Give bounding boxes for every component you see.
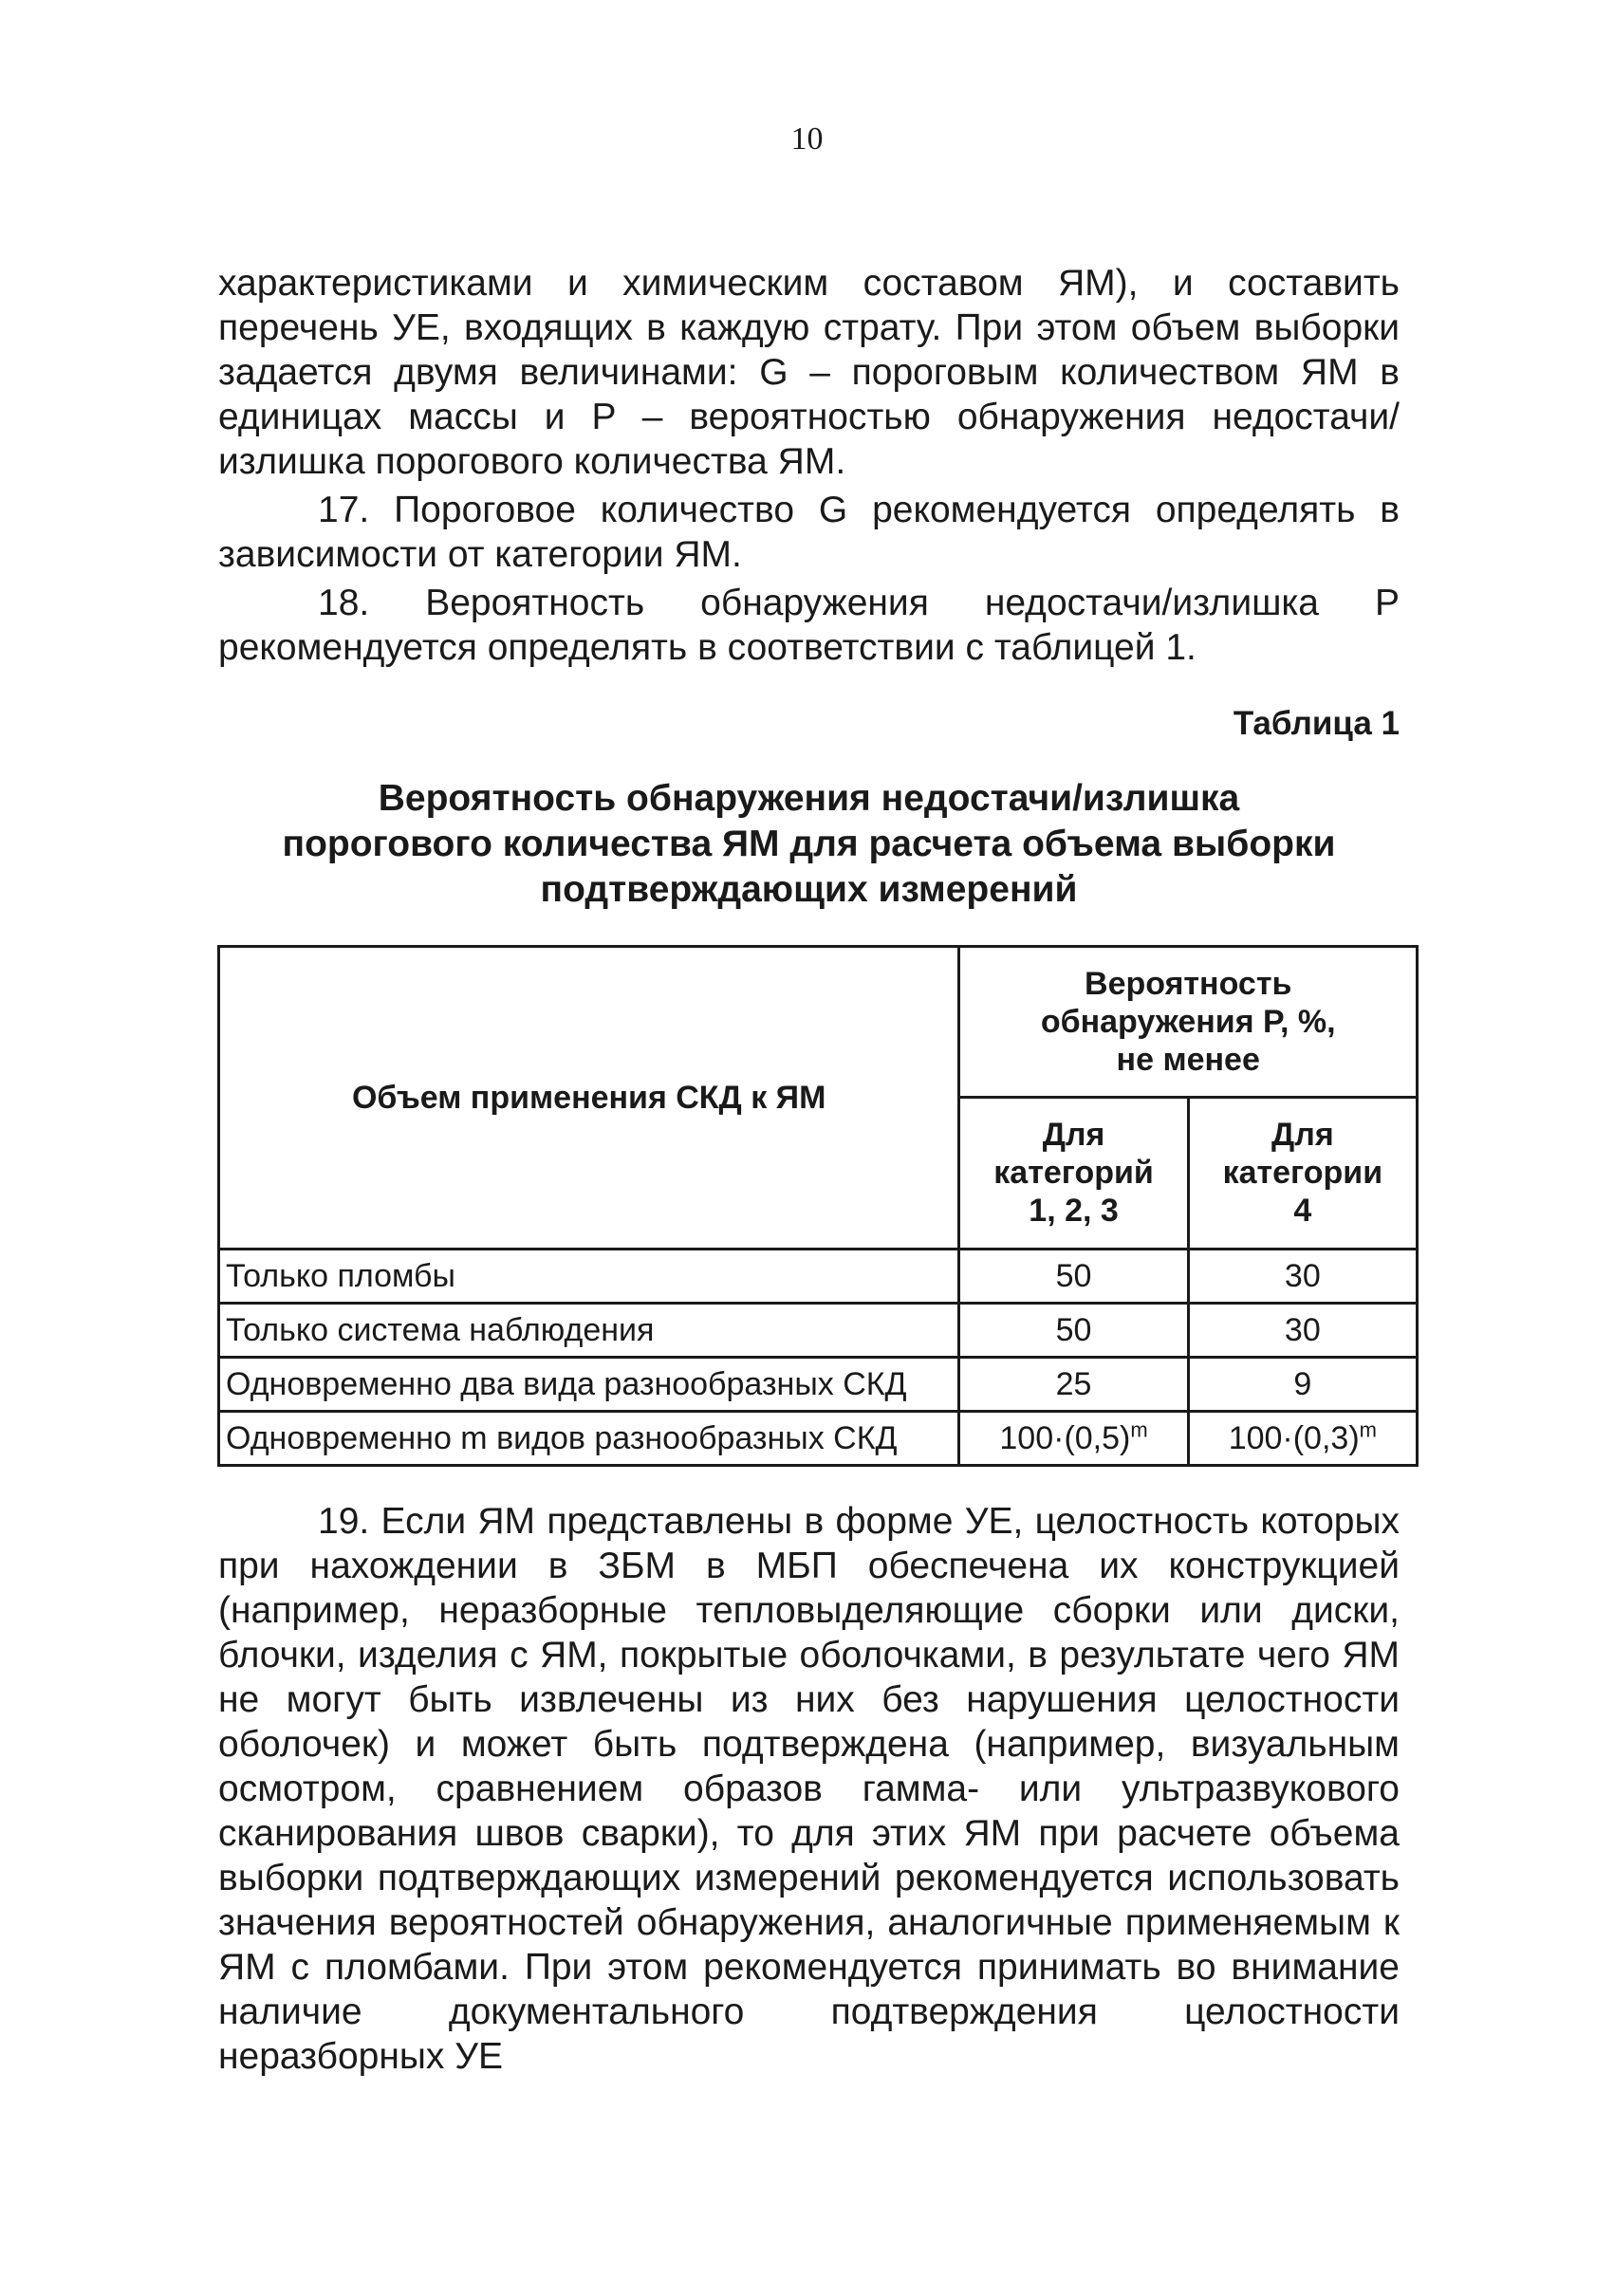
formula-base: 100·(0,3) xyxy=(1228,1419,1360,1456)
header-probability xyxy=(959,947,1418,1098)
formula-exponent: m xyxy=(1130,1417,1148,1442)
paragraph-continuation: характеристиками и химическим составом ЯМ), и составить перечень УЕ, входящих в каждую страту. При этом объем выборки задается двумя величинами: G – пороговым количеством ЯМ в единицах массы и P – вероятностью обнаружения недостачи/излишка порогового количества ЯМ. xyxy=(218,263,1400,482)
formula-exponent: m xyxy=(1359,1417,1377,1442)
header-cat4-line-3: 4 xyxy=(1293,1193,1312,1230)
row-name: Одновременно два вида разнообразных СКД xyxy=(219,1358,959,1412)
row-value-cat4 xyxy=(1188,1412,1417,1466)
closing-text xyxy=(218,1499,1400,2079)
table-caption-line-2: порогового количества ЯМ для расчета объема выборки xyxy=(282,824,1336,864)
page-number: 10 xyxy=(790,121,824,157)
table-row xyxy=(219,1304,1418,1358)
header-category-4 xyxy=(1188,1097,1417,1249)
row-name: Только система наблюдения xyxy=(219,1304,959,1358)
row-value-cat123: 50 xyxy=(959,1250,1188,1304)
header-probability-line-1: Вероятность xyxy=(1085,965,1292,1002)
header-cat4-line-1: Для xyxy=(1271,1117,1334,1154)
table-caption-line-1: Вероятность обнаружения недостачи/излишка xyxy=(378,778,1240,819)
header-scope: Объем применения СКД к ЯМ xyxy=(219,947,959,1250)
row-value-cat4: 30 xyxy=(1188,1250,1417,1304)
table-row xyxy=(219,1412,1418,1466)
paragraph-item-18: 18. Вероятность обнаружения недостачи/излишка P рекомендуется определять в соответствии с таблицей 1. xyxy=(218,583,1400,668)
paragraph-item-17: 17. Пороговое количество G рекомендуется определять в зависимости от категории ЯМ. xyxy=(218,490,1400,575)
header-cat4-line-2: категории xyxy=(1222,1155,1383,1192)
row-value-cat123 xyxy=(959,1412,1188,1466)
header-categories-1-2-3 xyxy=(959,1097,1188,1249)
row-name: Одновременно m видов разнообразных СКД xyxy=(219,1412,959,1466)
row-value-cat4: 9 xyxy=(1188,1358,1417,1412)
table-row xyxy=(219,1250,1418,1304)
paragraph-item-19: 19. Если ЯМ представлены в форме УЕ, целостность которых при нахождении в ЗБМ в МБП обеспечена их конструкцией (например, неразборные тепловыделяющие сборки или диски, блочки, изделия с ЯМ, покрытые оболочками, в результате чего ЯМ не могут быть извлечены из них без нарушения целостности оболочек) и может быть подтверждена (например, визуальным осмотром, сравнением образов гамма- или ультразвукового сканирования швов сварки), то для этих ЯМ при расчете объема выборки подтверждающих измерений рекомендуется использовать значения вероятностей обнаружения, аналогичные применяемым к ЯМ с пломбами. При этом рекомендуется принимать во внимание наличие документального подтверждения целостности неразборных УЕ xyxy=(218,1501,1400,2077)
header-probability-line-2: обнаружения Р, %, xyxy=(1040,1003,1336,1040)
header-cat123-line-3: 1, 2, 3 xyxy=(1029,1193,1119,1230)
header-probability-line-3: не менее xyxy=(1116,1041,1260,1078)
formula-base: 100·(0,5) xyxy=(999,1419,1131,1456)
table-caption xyxy=(218,776,1400,913)
table-caption-line-3: подтверждающих измерений xyxy=(540,869,1078,910)
intro-text xyxy=(218,261,1400,670)
table-row xyxy=(219,1358,1418,1412)
row-value-cat123: 50 xyxy=(959,1304,1188,1358)
table-label: Таблица 1 xyxy=(1233,705,1400,742)
row-name: Только пломбы xyxy=(219,1250,959,1304)
row-value-cat123: 25 xyxy=(959,1358,1188,1412)
probability-table xyxy=(217,945,1419,1467)
row-value-cat4: 30 xyxy=(1188,1304,1417,1358)
header-cat123-line-2: категорий xyxy=(993,1155,1154,1192)
header-cat123-line-1: Для xyxy=(1042,1117,1105,1154)
